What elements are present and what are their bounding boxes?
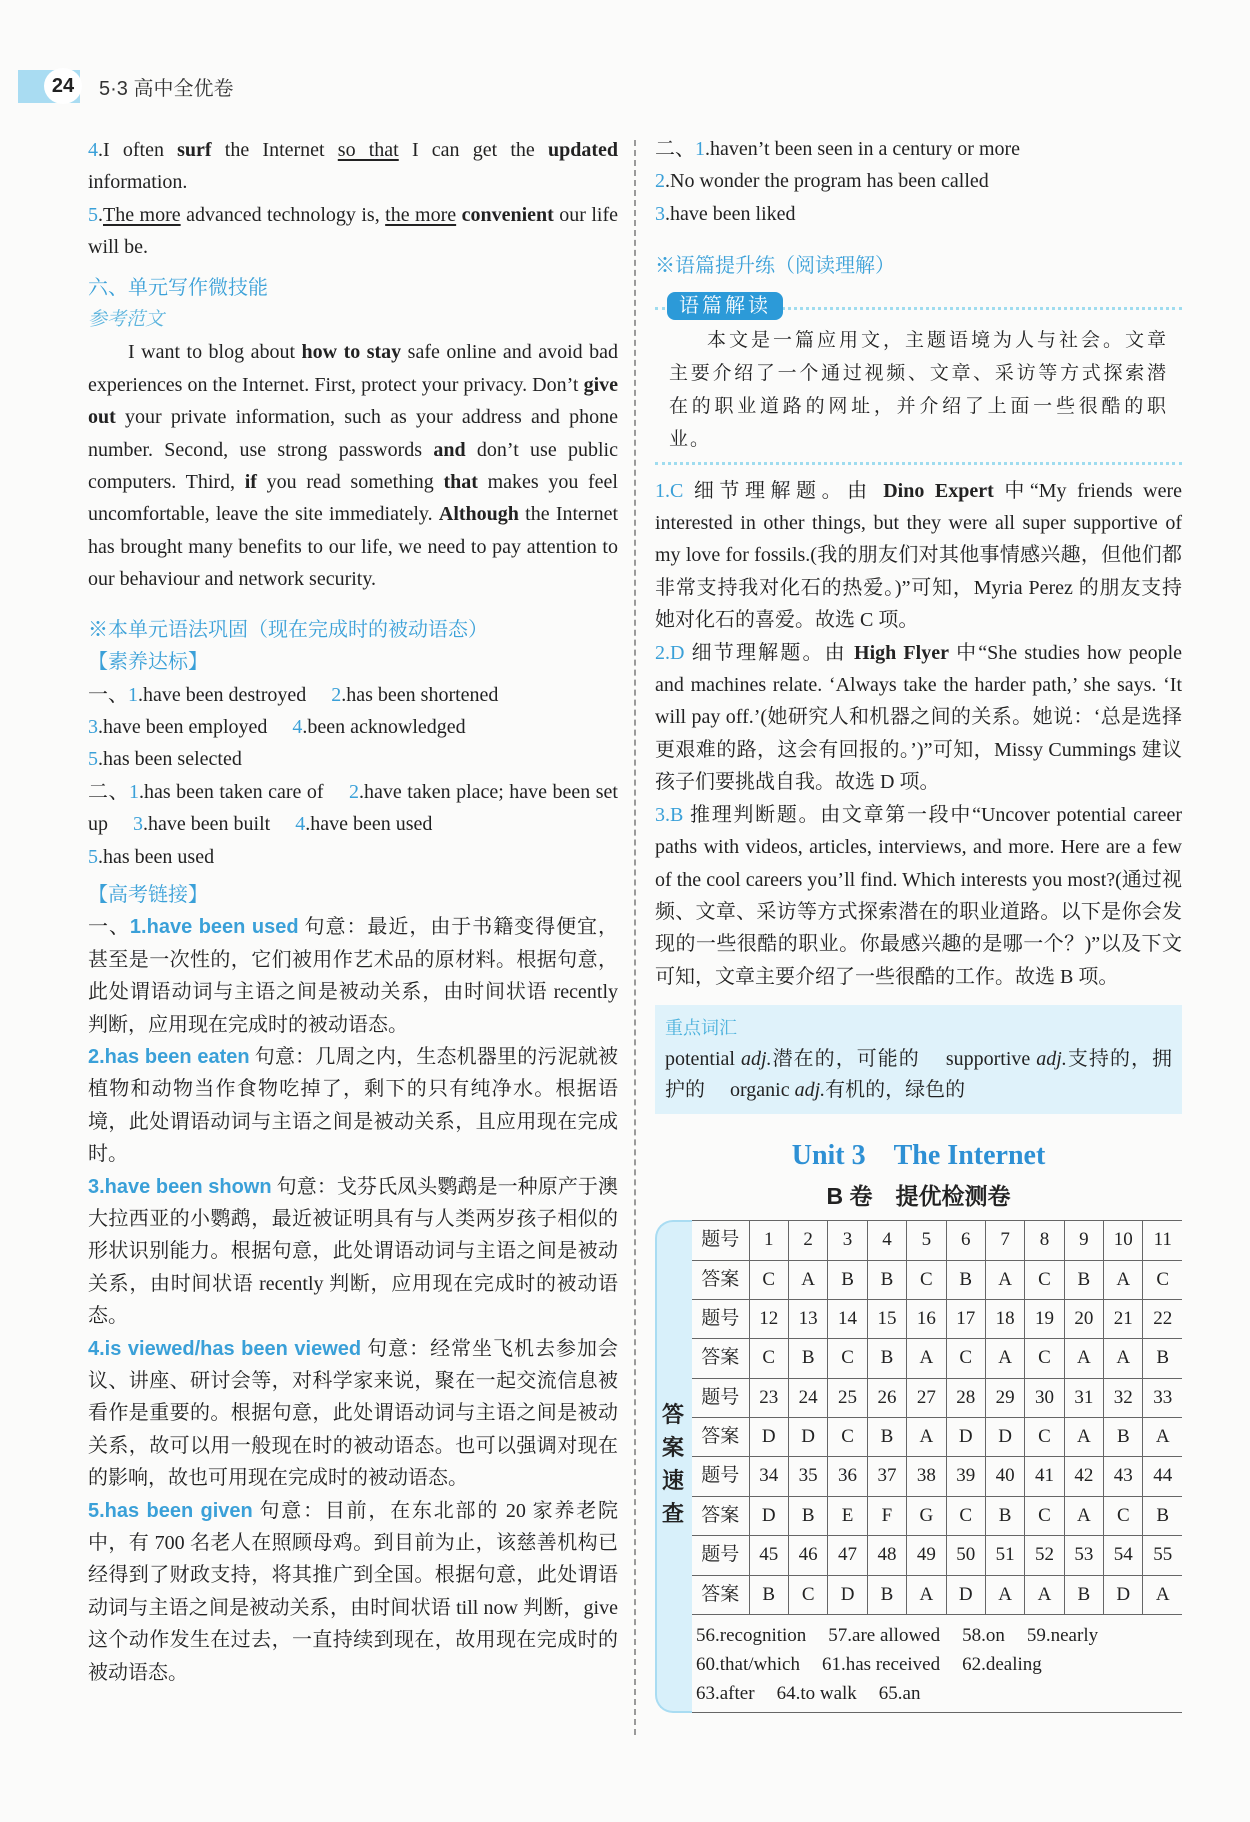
section-heading: ※语篇提升练（阅读理解）: [655, 255, 895, 278]
text-segment: .haven’t been seen in a century or more: [705, 138, 1021, 160]
question-number-cell: 48: [867, 1536, 906, 1575]
text-segment: adj.: [1036, 1048, 1067, 1071]
answer-cell: D: [985, 1418, 1024, 1457]
question-number-cell: 13: [788, 1299, 827, 1338]
question-number-cell: 12: [749, 1299, 788, 1338]
answer-cell: C: [1104, 1496, 1143, 1535]
text-segment: I can get the: [398, 139, 548, 161]
answer-cell: D: [828, 1575, 867, 1614]
answer-key-label: 答案速查: [661, 1402, 684, 1527]
item-number: 5: [88, 748, 98, 771]
answer-line: [88, 711, 618, 743]
question-number-cell: 36: [828, 1457, 867, 1496]
answer-cell: C: [828, 1339, 867, 1378]
text-segment: surf: [177, 139, 212, 161]
text-segment: that: [443, 471, 478, 494]
question-number-cell: 14: [828, 1299, 867, 1338]
answer-cell: A: [1064, 1496, 1103, 1535]
answer-cell: D: [1104, 1575, 1143, 1614]
text-segment: 句意：最近，由于书籍变得便宜，甚至是一次性的，它们被用作艺术品的原材料。根据句意，此处谓语动词与主语之间是被动关系，由时间状语 recently 判断，应用现在完成时的被动语态。: [88, 916, 619, 1036]
question-number-cell: 30: [1025, 1378, 1064, 1417]
reading-answer: [655, 475, 1182, 637]
text-segment: potential: [665, 1048, 742, 1071]
text-segment: 中“My friends were interested in other things, but they were all super supportive of my love for fossils.(我的朋友们对其他事情感兴趣，但他们都非常支持我对化石的热爱。)”可知，Myria Perez 的朋友支持她对化石的喜爱。故选 C 项。: [655, 479, 1183, 632]
text-segment: 细节理解题。由: [684, 641, 855, 664]
row-label: 题号: [692, 1378, 749, 1417]
question-number-cell: 5: [907, 1221, 946, 1260]
text-segment: .has been used: [98, 845, 215, 868]
question-number-cell: 2: [788, 1221, 827, 1260]
answer-cell: B: [1143, 1339, 1182, 1378]
text-segment: Dino Expert: [883, 479, 994, 502]
question-number-cell: 55: [1143, 1536, 1182, 1575]
question-number-cell: 51: [985, 1536, 1024, 1575]
analysis-text: 本文是一篇应用文，主题语境为人与社会。文章主要介绍了一个通过视频、文章、采访等方式探索潜在的职业道路的网址，并介绍了上面一些很酷的职业。: [669, 329, 1168, 450]
question-number-cell: 29: [985, 1378, 1024, 1417]
question-number-cell: 24: [788, 1378, 827, 1417]
question-number-cell: 10: [1104, 1221, 1143, 1260]
item-number: 1: [128, 683, 138, 706]
answer-cell: A: [1104, 1339, 1143, 1378]
answer-cell: C: [1025, 1260, 1064, 1299]
section-subheading: 【高考链接】: [88, 883, 208, 906]
answer-cell: B: [749, 1575, 788, 1614]
answer-cell: E: [828, 1496, 867, 1535]
fill-answer: 63.after: [696, 1683, 755, 1705]
answer-cell: B: [867, 1575, 906, 1614]
vocab-box: [655, 1005, 1182, 1114]
question-number-cell: 17: [946, 1299, 985, 1338]
question-number-cell: 25: [828, 1378, 867, 1417]
text-segment: adj.: [741, 1048, 772, 1071]
answer-cell: C: [1025, 1339, 1064, 1378]
text-segment: advanced technology is,: [180, 203, 386, 226]
vocab-list: [665, 1044, 1172, 1106]
book-title: 5·3 高中全优卷: [99, 78, 234, 100]
answer-cell: C: [749, 1260, 788, 1299]
answer-cell: C: [1025, 1418, 1064, 1457]
answer-cell: D: [749, 1496, 788, 1535]
text-segment: don’t use public computers. Third,: [88, 438, 618, 494]
question-number-cell: 23: [749, 1378, 788, 1417]
text-segment: .has been selected: [98, 748, 242, 771]
right-column: [655, 133, 1182, 1713]
question-number-cell: 8: [1025, 1221, 1064, 1260]
answer-row: [692, 1496, 1182, 1535]
answer-cell: C: [749, 1339, 788, 1378]
sentence-item: [88, 199, 618, 264]
question-number-cell: 43: [1104, 1457, 1143, 1496]
answer-cell: A: [985, 1339, 1024, 1378]
answer-cell: D: [946, 1575, 985, 1614]
text-segment: 句意：戈芬氏凤头鹦鹉是一种原产于澳大拉西亚的小鹦鹉，最近被证明具有与人类两岁孩子相似的形状识别能力。根据句意，此处谓语动词与主语之间是被动关系，由时间状语 recently 判断，应用现在完成时的被动语态。: [88, 1175, 619, 1328]
question-number-cell: 52: [1025, 1536, 1064, 1575]
question-number-cell: 27: [907, 1378, 946, 1417]
explanation-item: [88, 911, 618, 1041]
answer-cell: G: [907, 1496, 946, 1535]
answer-cell: A: [1143, 1575, 1182, 1614]
question-number-cell: 41: [1025, 1457, 1064, 1496]
text-segment: 推理判断题。由文章第一段中“Uncover potential career paths with videos, articles, interviews, and more. Here are a few of the cool careers you’ll find. Which interests you most?(通过视频、文章、采访等方式探索潜在的职业道路。以下是你会发现的一些很酷的职业。你最感兴趣的是哪一个？)”以及下文可知，文章主要介绍了一些很酷的工作。故选 B 项。: [655, 803, 1182, 988]
fill-answer: 65.an: [878, 1683, 921, 1705]
section-subheading: 【素养达标】: [88, 651, 208, 674]
page-number: 24: [44, 68, 82, 104]
answer-line: [88, 743, 618, 775]
answer-cell: B: [867, 1418, 906, 1457]
answer-line: [655, 133, 1182, 165]
fill-answer: 61.has received: [821, 1654, 941, 1676]
item-number: 4: [88, 139, 98, 161]
question-number-cell: 7: [985, 1221, 1024, 1260]
text-segment: 二、: [88, 780, 129, 803]
answer-cell: A: [985, 1575, 1024, 1614]
question-number-cell: 15: [867, 1299, 906, 1338]
question-number-cell: 49: [907, 1536, 946, 1575]
question-number-cell: 39: [946, 1457, 985, 1496]
answer-cell: B: [1064, 1575, 1103, 1614]
item-number: 1.have been used: [129, 916, 299, 939]
question-number-cell: 26: [867, 1378, 906, 1417]
explanation-item: [88, 1333, 618, 1495]
question-number-row: [692, 1378, 1182, 1417]
fill-answer-line: [696, 1621, 1182, 1650]
question-number-cell: 54: [1104, 1536, 1143, 1575]
item-number: 4.is viewed/has been viewed: [88, 1337, 362, 1360]
text-segment: the more: [385, 203, 457, 226]
question-number-row: [692, 1221, 1182, 1260]
analysis-box: [655, 294, 1182, 465]
left-column: [88, 134, 618, 1689]
row-label: 答案: [692, 1496, 749, 1535]
item-number: 4: [292, 715, 303, 738]
answer-cell: D: [788, 1418, 827, 1457]
text-segment: updated: [547, 139, 618, 161]
answer-table: [692, 1220, 1182, 1615]
text-segment: our life will be.: [88, 203, 619, 259]
question-number-cell: 16: [907, 1299, 946, 1338]
fill-answer-line: [696, 1650, 1182, 1679]
answer-line: [88, 776, 618, 841]
question-number-cell: 19: [1025, 1299, 1064, 1338]
answer-cell: B: [1064, 1260, 1103, 1299]
text-segment: safe online and avoid bad experiences on the Internet. First, protect your privacy. Don’t: [88, 341, 619, 396]
row-label: 答案: [692, 1339, 749, 1378]
fill-answers: [692, 1615, 1182, 1713]
row-label: 题号: [692, 1457, 749, 1496]
section-heading: ※本单元语法巩固（现在完成时的被动语态）: [88, 618, 488, 641]
text-segment: .have been used: [305, 813, 433, 836]
item-number: 2.D: [655, 641, 685, 664]
question-number-cell: 20: [1064, 1299, 1103, 1338]
question-number-cell: 33: [1143, 1378, 1182, 1417]
answer-cell: B: [867, 1339, 906, 1378]
text-segment: .No wonder the program has been called: [665, 170, 989, 193]
answer-cell: C: [1143, 1260, 1182, 1299]
explanation-item: [88, 1495, 618, 1689]
question-number-cell: 31: [1064, 1378, 1103, 1417]
text-segment: The more: [103, 203, 181, 226]
text-segment: 一、: [88, 916, 130, 939]
answer-cell: B: [788, 1496, 827, 1535]
fill-answer: 59.nearly: [1026, 1625, 1099, 1647]
item-number: 4: [295, 813, 306, 836]
answer-line: [655, 165, 1182, 197]
paper-title: B 卷 提优检测卷: [826, 1183, 1011, 1210]
text-segment: adj.: [794, 1079, 826, 1102]
question-number-cell: 1: [749, 1221, 788, 1260]
answer-cell: C: [1025, 1496, 1064, 1535]
answer-cell: B: [828, 1260, 867, 1299]
question-number-cell: 45: [749, 1536, 788, 1575]
item-number: 1: [695, 138, 705, 160]
text-segment: 细节理解题。由: [683, 479, 884, 502]
question-number-row: [692, 1457, 1182, 1496]
question-number-cell: 3: [828, 1221, 867, 1260]
text-segment: .have taken place; have been set up: [88, 780, 618, 836]
question-number-cell: 28: [946, 1378, 985, 1417]
fill-answer: 60.that/which: [696, 1654, 800, 1676]
sentence-item: [88, 134, 618, 199]
row-label: 答案: [692, 1575, 749, 1614]
question-number-cell: 37: [867, 1457, 906, 1496]
question-number-cell: 40: [985, 1457, 1024, 1496]
answer-cell: B: [946, 1260, 985, 1299]
answer-cell: B: [867, 1260, 906, 1299]
text-segment: .has been taken care of: [138, 780, 350, 803]
text-segment: .have been liked: [665, 202, 796, 225]
text-segment: how to stay: [301, 341, 402, 364]
explanation-item: [88, 1171, 618, 1333]
item-number: 3: [88, 715, 98, 738]
answer-cell: D: [946, 1418, 985, 1457]
item-number: 3: [133, 813, 143, 836]
text-segment: .been acknowledged: [302, 715, 466, 738]
text-segment: the Internet: [211, 139, 338, 161]
text-segment: 二、: [655, 138, 695, 160]
text-segment: 句意：目前，在东北部的 20 家养老院中，有 700 名老人在照顾母鸡。到目前为止，该慈善机构已经得到了财政支持，将其推广到全国。根据句意，此处谓语动词与主语之间是被动关系，由时间状语 till now 判断，give 这个动作发生在过去，一直持续到现在，故用现在完成时的被动语态。: [88, 1499, 619, 1684]
item-number: 2: [655, 170, 665, 193]
answer-cell: A: [1064, 1418, 1103, 1457]
text-segment: .has been shortened: [341, 683, 499, 706]
row-label: 答案: [692, 1260, 749, 1299]
question-number-cell: 32: [1104, 1378, 1143, 1417]
answer-cell: A: [985, 1260, 1024, 1299]
item-number: 2: [331, 683, 342, 706]
question-number-cell: 53: [1064, 1536, 1103, 1575]
question-number-cell: 22: [1143, 1299, 1182, 1338]
answer-cell: A: [1025, 1575, 1064, 1614]
answer-cell: B: [1104, 1418, 1143, 1457]
answer-cell: A: [907, 1339, 946, 1378]
item-number: 3.have been shown: [88, 1175, 272, 1198]
question-number-cell: 9: [1064, 1221, 1103, 1260]
text-segment: you read something: [256, 471, 444, 494]
answer-cell: F: [867, 1496, 906, 1535]
text-segment: give out: [88, 373, 618, 429]
text-segment: 中“She studies how people and machines relate. ‘Always take the harder path,’ she says. ‘It will pay off.’(她研究人和机器之间的关系。她说：‘总是选择更艰难的路，这会有回报的。’)”可知，Missy Cummings 建议孩子们要挑战自我。故选 D 项。: [655, 641, 1183, 794]
answer-line: [88, 841, 618, 873]
row-label: 题号: [692, 1299, 749, 1338]
question-number-cell: 11: [1143, 1221, 1182, 1260]
question-number-cell: 35: [788, 1457, 827, 1496]
answer-cell: A: [907, 1575, 946, 1614]
section-subheading: 参考范文: [88, 309, 165, 331]
answer-key: [655, 1220, 1182, 1713]
question-number-cell: 18: [985, 1299, 1024, 1338]
item-number: 3: [655, 202, 665, 225]
question-number-cell: 6: [946, 1221, 985, 1260]
answer-cell: C: [907, 1260, 946, 1299]
question-number-cell: 46: [788, 1536, 827, 1575]
question-number-cell: 21: [1104, 1299, 1143, 1338]
text-segment: 潜在的，可能的 supportive: [771, 1048, 1037, 1071]
answer-cell: D: [749, 1418, 788, 1457]
text-segment: and: [433, 438, 466, 461]
text-segment: your private information, such as your address and phone number. Second, use strong passwords: [88, 406, 618, 461]
question-number-cell: 42: [1064, 1457, 1103, 1496]
item-number: 5: [88, 203, 98, 226]
question-number-cell: 4: [867, 1221, 906, 1260]
item-number: 1: [128, 780, 139, 803]
text-segment: 支持的，拥护的 organic: [665, 1048, 1173, 1102]
answer-cell: C: [788, 1575, 827, 1614]
text-segment: I want to blog about: [128, 341, 302, 364]
item-number: 2.has been eaten: [88, 1045, 250, 1068]
text-segment: 句意：几周之内，生态机器里的污泥就被植物和动物当作食物吃掉了，剩下的只有纯净水。根据语境，此处谓语动词与主语之间是被动关系，且应用现在完成时。: [88, 1045, 619, 1166]
answer-cell: A: [907, 1418, 946, 1457]
question-number-cell: 38: [907, 1457, 946, 1496]
fill-answer: 57.are allowed: [828, 1625, 941, 1647]
text-segment: .have been destroyed: [138, 683, 332, 706]
text-segment: information.: [88, 171, 188, 194]
text-segment: Although: [438, 503, 519, 526]
vocab-title: 重点词汇: [665, 1018, 737, 1039]
text-segment: if: [244, 471, 257, 494]
text-segment: .have been employed: [98, 715, 293, 738]
fill-answer: 56.recognition: [696, 1625, 807, 1647]
row-label: 答案: [692, 1418, 749, 1457]
row-label: 题号: [692, 1536, 749, 1575]
question-number-cell: 50: [946, 1536, 985, 1575]
model-essay: [88, 336, 618, 595]
answer-cell: A: [1104, 1260, 1143, 1299]
item-number: 1.C: [655, 479, 684, 502]
reading-answer: [655, 799, 1182, 993]
item-number: 5.has been given: [88, 1499, 253, 1522]
item-number: 3.B: [655, 803, 684, 826]
unit-title: Unit 3 The Internet: [791, 1140, 1046, 1172]
text-segment: High Flyer: [854, 641, 949, 664]
analysis-label: 语篇解读: [667, 292, 783, 320]
text-segment: .I often: [98, 139, 178, 161]
text-segment: .have been built: [143, 813, 296, 836]
answer-line: [655, 198, 1182, 230]
answer-cell: B: [788, 1339, 827, 1378]
text-segment: .: [98, 203, 103, 226]
fill-answer: 64.to walk: [776, 1683, 857, 1705]
answer-line: [88, 679, 618, 711]
answer-row: [692, 1575, 1182, 1614]
item-number: 2: [349, 780, 360, 803]
row-label: 题号: [692, 1221, 749, 1260]
text-segment: so that: [337, 139, 399, 161]
answer-cell: B: [985, 1496, 1024, 1535]
answer-row: [692, 1339, 1182, 1378]
text-segment: the Internet has brought many benefits to our life, we need to pay attention to our behaviour and network security.: [88, 503, 619, 591]
question-number-row: [692, 1536, 1182, 1575]
text-segment: 有机的，绿色的: [825, 1079, 966, 1102]
answer-cell: C: [946, 1496, 985, 1535]
section-heading: 六、单元写作微技能: [88, 276, 268, 299]
item-number: 5: [88, 845, 98, 868]
answer-cell: A: [1143, 1418, 1182, 1457]
answer-row: [692, 1260, 1182, 1299]
text-segment: 一、: [88, 683, 128, 706]
question-number-cell: 34: [749, 1457, 788, 1496]
answer-row: [692, 1418, 1182, 1457]
fill-answer: 58.on: [962, 1625, 1005, 1647]
reading-answer: [655, 637, 1182, 799]
text-segment: convenient: [461, 203, 554, 226]
answer-cell: C: [828, 1418, 867, 1457]
answer-cell: B: [1143, 1496, 1182, 1535]
fill-answer-line: [696, 1679, 1182, 1708]
question-number-row: [692, 1299, 1182, 1338]
fill-answer: 62.dealing: [962, 1654, 1042, 1676]
question-number-cell: 47: [828, 1536, 867, 1575]
answer-cell: C: [946, 1339, 985, 1378]
text-segment: makes you feel uncomfortable, leave the site immediately.: [88, 471, 618, 526]
answer-cell: A: [788, 1260, 827, 1299]
question-number-cell: 44: [1143, 1457, 1182, 1496]
text-segment: 句意：经常坐飞机去参加会议、讲座、研讨会等，对科学家来说，聚在一起交流信息被看作是重要的。根据句意，此处谓语动词与主语之间是被动关系，故可以用一般现在时的被动语态。也可以强调对现在的影响，故也可用现在完成时的被动语态。: [88, 1337, 618, 1490]
column-divider: [634, 140, 636, 1735]
answer-cell: A: [1064, 1339, 1103, 1378]
explanation-item: [88, 1041, 618, 1171]
